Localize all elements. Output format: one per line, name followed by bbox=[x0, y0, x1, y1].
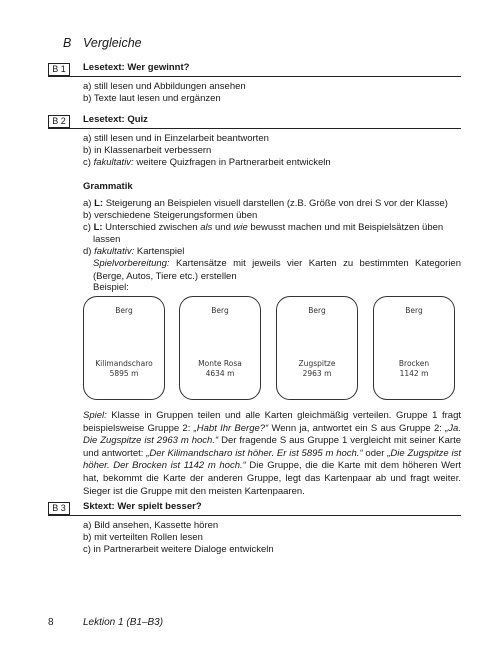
b2-label-box: B 2 bbox=[48, 115, 70, 128]
card-kilimandscharo bbox=[83, 296, 165, 400]
grammar-item-d: d) fakultativ: Kartenspiel bbox=[83, 246, 185, 257]
card-brocken bbox=[373, 296, 455, 400]
grammar-item-c: c) L: Unterschied zwischen als und wie bewusst machen und mit Beispielsätzen üben bbox=[83, 222, 444, 233]
grammar-title: Grammatik bbox=[83, 181, 133, 192]
b1-item-b: b) Texte laut lesen und ergänzen bbox=[83, 93, 221, 104]
card-mountain-name: Monte Rosa bbox=[198, 359, 242, 368]
b3-title: Sktext: Wer spielt besser? bbox=[83, 501, 202, 512]
game-description: Spiel: Klasse in Gruppen teilen und alle Karten gleichmäßig verteilen. Gruppe 1 fragt beispielsweise Gruppe 2: „Habt Ihr Berge?“ Wenn ja, antwortet ein S aus Gruppe 2: „Ja. Die Zugspitze ist 2963 m hoch.“ Der fragende S aus Gruppe 1 vergleicht mit seiner Karte und antwortet: „Der Kilimandscharo ist höher. Er ist 5895 m hoch.“ oder „Die Zugspitze ist höher. Der Brocken ist 1142 m hoch.“ Die Gruppe, die die Karte mit dem höheren Wert hat, bekommt die Karte der anderen Gruppe, legt das Kartenpaar ab und fragt weiter. Sieger ist die Gruppe mit den meisten Kartenpaaren. bbox=[83, 410, 462, 497]
card-mountain-height: 1142 m bbox=[399, 369, 429, 378]
b1-label-box: B 1 bbox=[48, 63, 70, 76]
card-category: Berg bbox=[211, 306, 229, 315]
section-title: Vergleiche bbox=[83, 36, 142, 50]
card-monte-rosa bbox=[179, 296, 261, 400]
game-preparation: Spielvorbereitung: Kartensätze mit jeweils vier Karten zu bestimmten Kategorien (Berge, Autos, Tiere etc.) erstellen bbox=[93, 258, 461, 282]
footer-lesson: Lektion 1 (B1–B3) bbox=[83, 617, 164, 628]
card-mountain-name: Zugspitze bbox=[298, 359, 336, 368]
page-number: 8 bbox=[48, 617, 54, 628]
b3-item-c: c) in Partnerarbeit weitere Dialoge entwickeln bbox=[83, 544, 274, 555]
b2-item-c: c) fakultativ: weitere Quizfragen in Partnerarbeit entwickeln bbox=[83, 157, 331, 168]
card-category: Berg bbox=[405, 306, 423, 315]
b3-item-a: a) Bild ansehen, Kassette hören bbox=[83, 520, 219, 531]
b2-item-b: b) in Klassenarbeit verbessern bbox=[83, 145, 212, 156]
b1-item-a: a) still lesen und Abbildungen ansehen bbox=[83, 81, 246, 92]
b2-divider bbox=[48, 128, 461, 129]
grammar-item-c-cont: lassen bbox=[93, 234, 121, 245]
card-mountain-name: Kilimandscharo bbox=[95, 359, 153, 368]
card-category: Berg bbox=[308, 306, 326, 315]
example-label: Beispiel: bbox=[93, 282, 129, 293]
card-mountain-name: Brocken bbox=[398, 359, 430, 368]
card-category: Berg bbox=[115, 306, 133, 315]
card-mountain-height: 2963 m bbox=[302, 369, 332, 378]
card-mountain-height: 5895 m bbox=[109, 369, 139, 378]
b1-divider bbox=[48, 76, 461, 77]
b2-item-a: a) still lesen und in Einzelarbeit beantworten bbox=[83, 133, 269, 144]
grammar-item-a: a) L: Steigerung an Beispielen visuell darstellen (z.B. Größe von drei S vor der Klasse) bbox=[83, 198, 448, 209]
b1-title: Lesetext: Wer gewinnt? bbox=[83, 62, 190, 73]
card-zugspitze bbox=[276, 296, 358, 400]
b2-title: Lesetext: Quiz bbox=[83, 114, 148, 125]
section-letter: B bbox=[63, 36, 72, 50]
card-mountain-height: 4634 m bbox=[205, 369, 235, 378]
b3-label-box: B 3 bbox=[48, 502, 70, 515]
b3-item-b: b) mit verteilten Rollen lesen bbox=[83, 532, 203, 543]
b3-divider bbox=[48, 515, 461, 516]
grammar-item-b: b) verschiedene Steigerungsformen üben bbox=[83, 210, 258, 221]
